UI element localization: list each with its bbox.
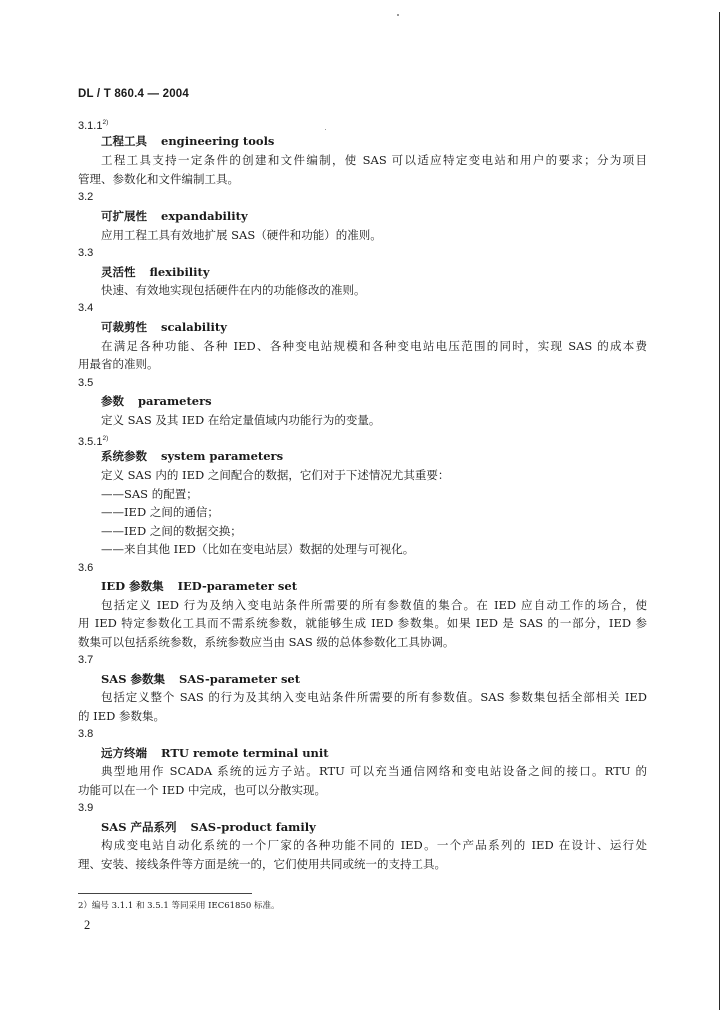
definition-text: 的 IED 参数集。: [78, 709, 165, 723]
term-heading: 工程工具 engineering tools: [101, 134, 275, 148]
definition-text: 定义 SAS 内的 IED 之间配合的数据，它们对于下述情况尤其重要：: [101, 468, 450, 482]
definition-text: 管理、参数化和文件编制工具。: [78, 172, 239, 186]
section-number: 3.2: [78, 191, 94, 203]
definition-text: 快速、有效地实现包括硬件在内的功能修改的准则。: [101, 283, 366, 297]
list-item: ——SAS 的配置；: [101, 487, 198, 501]
term-heading: 参数 parameters: [101, 394, 212, 408]
term-heading: 灵活性 flexibility: [101, 265, 210, 279]
term-heading: 远方终端 RTU remote terminal unit: [101, 746, 329, 760]
section-number: 3.6: [78, 562, 94, 574]
definition-text: 功能可以在一个 IED 中完成，也可以分散实现。: [78, 783, 326, 797]
footnote: 2）编号 3.1.1 和 3.5.1 等同采用 IEC61850 标准。: [78, 901, 280, 911]
term-heading: SAS 产品系列 SAS-product family: [101, 820, 316, 834]
standard-header: DL / T 860.4 — 2004: [78, 88, 189, 100]
section-number: 3.1.1$^{2)}$: [78, 119, 109, 132]
section-number: 3.5.1$^{2)}$: [78, 435, 109, 448]
definition-text: 用 IED 特定参数化工具而不需系统参数，就能够生成 IED 参数集。如果 IED 是 SAS 的一部分，IED 参: [78, 616, 647, 630]
definition-text: 理、安装、接线条件等方面是统一的，它们使用共同或统一的支持工具。: [78, 857, 446, 871]
scan-right-edge: [719, 12, 720, 1010]
term-heading: 可裁剪性 scalability: [101, 320, 227, 334]
section-number: 3.3: [78, 247, 94, 259]
definition-text: 包括定义 IED 行为及纳入变电站条件所需要的所有参数值的集合。在 IED 应自动工作的场合，使: [101, 598, 647, 612]
section-number: 3.5: [78, 377, 94, 389]
list-item: ——IED 之间的通信；: [101, 505, 219, 519]
definition-text: 构成变电站自动化系统的一个厂家的各种功能不同的 IED。一个产品系列的 IED 在设计、运行处: [101, 838, 647, 852]
section-number: 3.7: [78, 654, 94, 666]
definition-text: 典型地用作 SCADA 系统的远方子站。RTU 可以充当通信网络和变电站设备之间的接口。RTU 的: [101, 764, 647, 778]
term-heading: 系统参数 system parameters: [101, 449, 284, 463]
term-heading: 可扩展性 expandability: [101, 209, 248, 223]
definition-text: 工程工具支持一定条件的创建和文件编制，使 SAS 可以适应特定变电站和用户的要求；分为项目: [101, 153, 647, 167]
definition-text: 包括定义整个 SAS 的行为及其纳入变电站条件所需要的所有参数值。SAS 参数集包括全部相关 IED: [101, 690, 647, 704]
definition-text: 在满足各种功能、各种 IED、各种变电站规模和各种变电站电压范围的同时，实现 SAS 的成本费: [101, 339, 647, 353]
definition-text: 应用工程工具有效地扩展 SAS（硬件和功能）的准则。: [101, 228, 382, 242]
section-number: 3.9: [78, 802, 94, 814]
scan-speck: [325, 129, 326, 130]
scan-speck: [397, 14, 399, 16]
list-item: ——来自其他 IED（比如在变电站层）数据的处理与可视化。: [101, 542, 415, 556]
definition-text: 定义 SAS 及其 IED 在给定量值域内功能行为的变量。: [101, 413, 381, 427]
definition-text: 用最省的准则。: [78, 357, 159, 371]
footnote-divider: [78, 893, 252, 894]
list-item: ——IED 之间的数据交换；: [101, 524, 242, 538]
section-number: 3.4: [78, 302, 94, 314]
definition-text: 数集可以包括系统参数，系统参数应当由 SAS 级的总体参数化工具协调。: [78, 635, 455, 649]
section-number: 3.8: [78, 728, 94, 740]
page-number: 2: [84, 918, 91, 932]
term-heading: SAS 参数集 SAS-parameter set: [101, 672, 301, 686]
term-heading: IED 参数集 IED-parameter set: [101, 579, 298, 593]
